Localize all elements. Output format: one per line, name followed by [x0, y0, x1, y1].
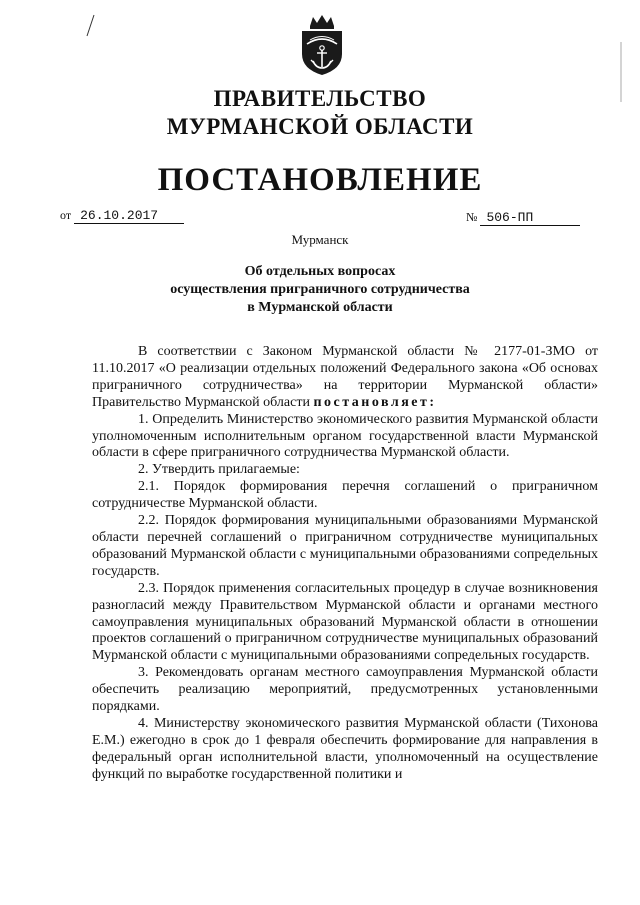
clause-3: 3. Рекомендовать органам местного самоуправления Мурманской области обеспечить реализацию мероприятий, предусмотренных установленными порядками.: [92, 665, 598, 715]
document-type-title: ПОСТАНОВЛЕНИЕ: [157, 162, 483, 198]
document-body: [92, 344, 598, 784]
preamble-paragraph: [92, 344, 598, 412]
decree-word: постановляет:: [313, 394, 437, 410]
government-title-line1: ПРАВИТЕЛЬСТВО: [213, 86, 427, 111]
clause-4: 4. Министерству экономического развития Мурманской области (Тихонова Е.М.) ежегодно в срок до 1 февраля обеспечить формирование для направления в федеральный орган исполнительной власти, уполномоченный на осуществление функций по выработке государственной политики и: [92, 715, 598, 782]
document-subject: [0, 263, 640, 317]
clause-2-2: 2.2. Порядок формирования муниципальными образованиями Мурманской области перечней соглашений о приграничном сотрудничестве муниципальных образований Мурманской области с муниципальными образованиями сопредельных государств.: [92, 513, 598, 579]
clause-2: 2. Утвердить прилагаемые:: [138, 462, 300, 478]
clause-2-1: 2.1. Порядок формирования перечня соглашений о приграничном сотрудничестве Мурманской области.: [92, 479, 598, 512]
pen-mark: [84, 14, 96, 38]
coat-of-arms-icon: [296, 14, 348, 76]
subject-line2: осуществления приграничного сотрудничества: [170, 282, 470, 297]
date-prefix: от: [60, 208, 72, 222]
number-prefix: №: [466, 210, 478, 224]
subject-line1: Об отдельных вопросах: [244, 264, 396, 279]
government-title-line2: МУРМАНСКОЙ ОБЛАСТИ: [166, 114, 474, 139]
clause-1: 1. Определить Министерство экономического развития Мурманской области уполномоченным исполнительным органом государственной власти Мурманской области в сфере приграничного сотрудничества Мурманской области.: [92, 411, 598, 461]
document-date: 26.10.2017: [74, 208, 184, 224]
preamble-text: В соответствии с Законом Мурманской области № 2177-01-ЗМО от 11.10.2017 «О реализации отдельных положений Федерального закона «Об основах приграничного сотрудничества» на территории Мурманской области» Правительство Мурманской области: [92, 344, 598, 410]
date-row: [60, 208, 184, 224]
issue-city: Мурманск: [291, 232, 349, 247]
clause-2-3: 2.3. Порядок применения согласительных процедур в случае возникновения разногласий между Правительством Мурманской области и органами местного самоуправления муниципальных образований Мурманской области в отношении проектов соглашений о приграничном сотрудничестве муниципальных образований Мурманской области с муниципальными образованиями сопредельных государств.: [92, 580, 598, 664]
subject-line3: в Мурманской области: [247, 300, 393, 315]
number-row: [466, 210, 580, 226]
document-number: 506-ПП: [480, 210, 580, 226]
